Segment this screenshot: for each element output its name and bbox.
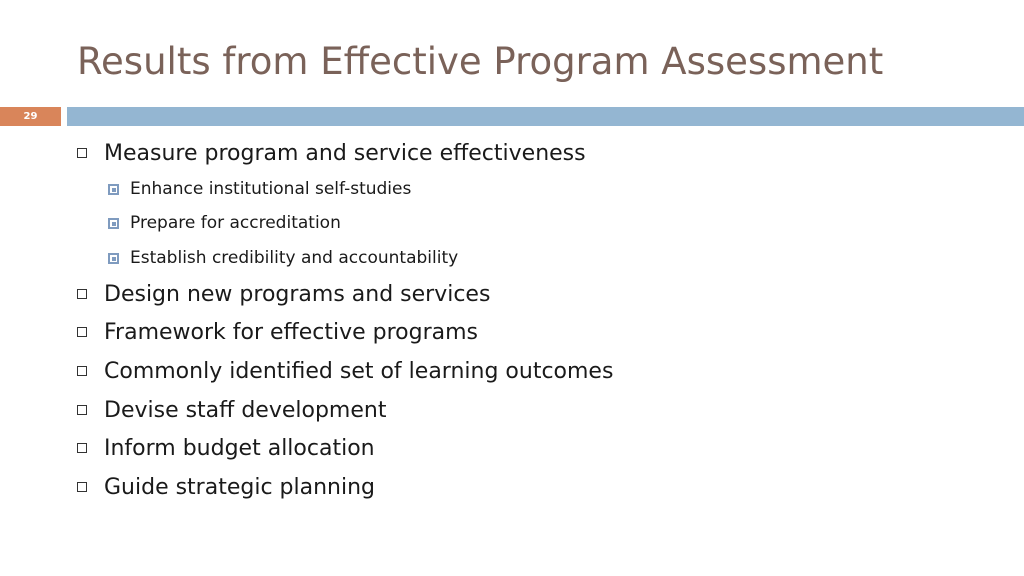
square-bullet-icon	[77, 405, 87, 415]
bullet-text: Framework for effective programs	[104, 320, 478, 345]
bullet-text: Inform budget allocation	[104, 436, 375, 461]
square-bullet-icon	[77, 327, 87, 337]
title-divider-bar	[67, 107, 1024, 126]
bullet-text: Measure program and service effectiveness	[104, 141, 586, 166]
square-bullet-icon	[77, 366, 87, 376]
filled-square-bullet-icon	[108, 184, 119, 195]
bullet-text: Devise staff development	[104, 398, 387, 423]
square-bullet-icon	[77, 482, 87, 492]
square-bullet-icon	[77, 289, 87, 299]
square-bullet-icon	[77, 443, 87, 453]
filled-square-bullet-icon	[108, 253, 119, 264]
bullet-text: Guide strategic planning	[104, 475, 376, 500]
sub-bullet-text: Establish credibility and accountability	[130, 248, 459, 268]
bullet-text: Commonly identified set of learning outcomes	[104, 359, 614, 384]
filled-square-bullet-icon	[108, 218, 119, 229]
sub-bullet-text: Enhance institutional self-studies	[130, 179, 412, 199]
sub-bullet-text: Prepare for accreditation	[130, 213, 341, 233]
bullet-text: Design new programs and services	[104, 282, 491, 307]
slide-number: 29	[0, 107, 61, 126]
slide-title: Results from Effective Program Assessment	[77, 40, 884, 83]
square-bullet-icon	[77, 148, 87, 158]
